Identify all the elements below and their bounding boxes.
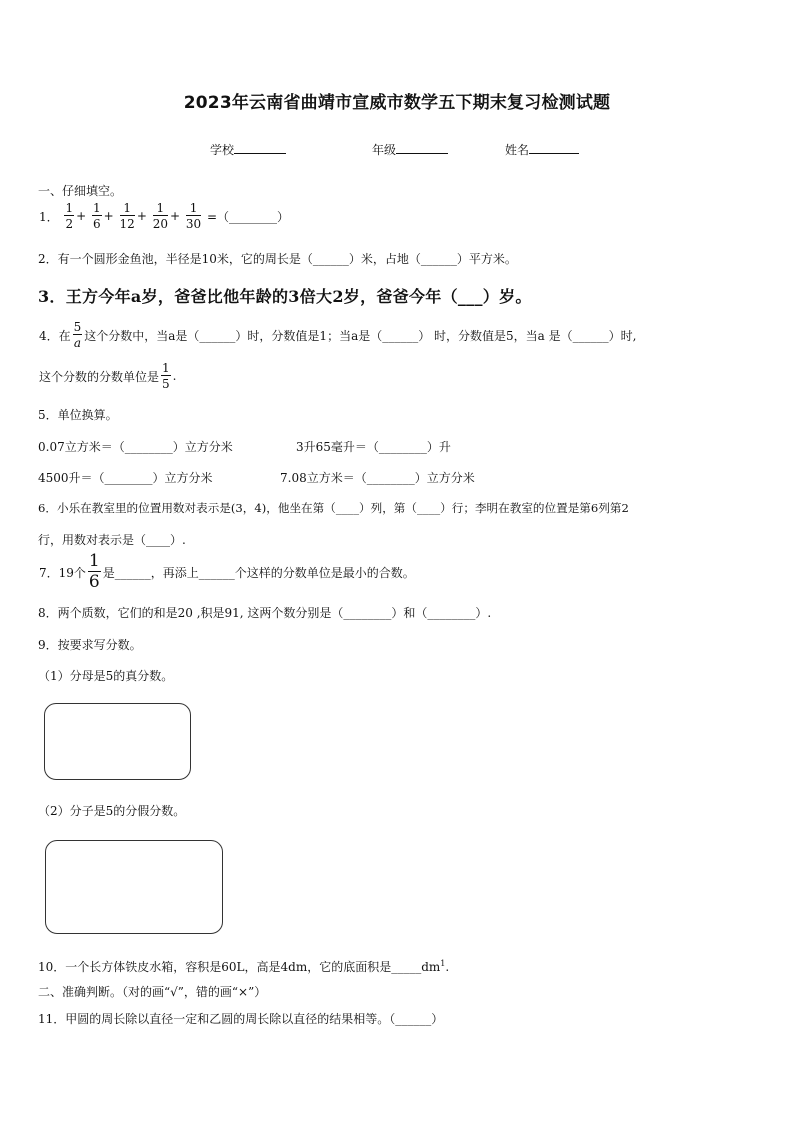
fraction: $\frac{1}{20}$ [152,201,168,231]
section-heading-2: 二、准确判断。（对的画“√”，错的画“×”） [38,985,267,999]
answer-box-2[interactable] [45,840,223,934]
question-9-part-2: （2）分子是5的分假分数。 [38,804,186,818]
page-title: 2023年云南省曲靖市宣威市数学五下期末复习检测试题 [183,93,611,113]
school-blank[interactable] [234,141,286,154]
section-heading-1: 一、仔细填空。 [38,184,123,198]
question-10: 10．一个长方体铁皮水箱，容积是60L，高是4dm，它的底面积是$\_\_\_\_\_dm^1$. [38,959,450,974]
conversion-d: 7.08立方米＝（________）立方分米 [280,471,475,485]
question-3: 3．王方今年a岁，爸爸比他年龄的3倍大2岁，爸爸今年（___）岁。 [38,287,532,306]
question-6-line-2: 行，用数对表示是（____）. [38,533,186,547]
answer-blank[interactable]: =（________） [206,209,290,224]
question-9-part-1: （1）分母是5的真分数。 [38,669,174,683]
name-field[interactable] [505,141,579,158]
name-label: 姓名 [505,143,530,157]
grade-field[interactable] [372,141,448,158]
question-6-line-1: 6．小乐在教室里的位置用数对表示是(3，4)，他坐在第（____）列，第（____）行；李明在教室的位置是第6列第2 [38,501,629,515]
school-field[interactable] [210,141,286,158]
school-label: 学校 [210,143,235,157]
fraction: $\frac{1}{12}$ [119,201,135,231]
fraction: $\frac{5}{a}$ [73,320,82,350]
question-4-line-1: 4．在 $\frac{5}{a}$ 这个分数中，当a是（______）时，分数值是1；当a是（______） 时，分数值是5，当a 是（______）时, [39,320,637,350]
grade-blank[interactable] [396,141,448,154]
question-2: 2．有一个圆形金鱼池，半径是10米，它的周长是（______）米，占地（______）平方米。 [38,252,517,266]
conversion-c: 4500升＝（________）立方分米 [38,471,213,485]
fraction: $\frac{1}{5}$ [162,361,170,391]
name-blank[interactable] [529,141,579,154]
question-1: 1． $\frac{1}{2}$ + $\frac{1}{6}$ + $\frac{1}{12}$ + $\frac{1}{20}$ + $\frac{1}{30}$ =（________） [39,201,290,231]
fraction: $\frac{1}{30}$ [185,201,202,231]
fraction: $\frac{1}{6}$ [93,201,101,231]
fraction: $\frac{1}{2}$ [65,201,74,231]
answer-box-1[interactable] [44,703,191,780]
question-8: 8．两个质数，它们的和是20 ,积是91, 这两个数分别是（________）和（________）. [38,606,492,620]
grade-label: 年级 [372,143,397,157]
question-7: 7．19个 $\frac{1}{6}$ 是______，再添上______个这样的分数单位是最小的合数。 [39,551,415,592]
conversion-a: 0.07立方米＝（________）立方分米 [38,440,233,454]
question-9-title: 9．按要求写分数。 [38,638,142,652]
fraction: $\frac{1}{6}$ [88,551,100,592]
question-11: 11．甲圆的周长除以直径一定和乙圆的周长除以直径的结果相等。（______） [38,1012,444,1026]
question-4-line-2: 这个分数的分数单位是 $\frac{1}{5}$ . [39,361,177,391]
conversion-b: 3升65毫升＝（________）升 [296,440,451,454]
question-5-title: 5．单位换算。 [38,408,118,422]
